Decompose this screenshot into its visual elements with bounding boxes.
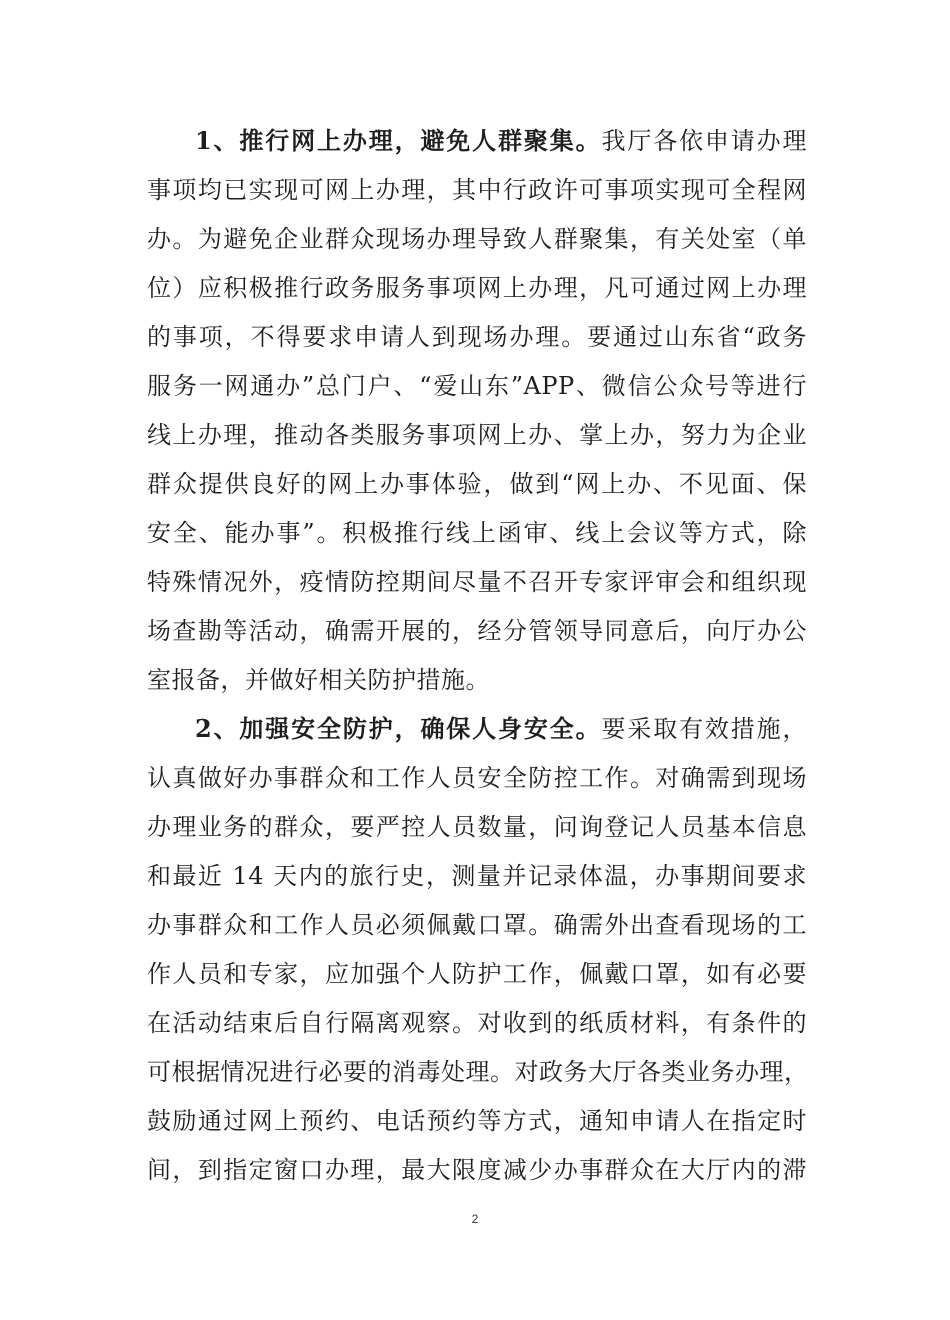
paragraph-1-first-line-text: 我厅各依申请办理: [601, 127, 808, 155]
paragraph-1-line: 线上办理，推动各类服务事项网上办、掌上办，努力为企业: [147, 421, 807, 449]
paragraph-2-line: 认真做好办事群众和工作人员安全防控工作。对确需到现场: [147, 764, 807, 792]
paragraph-2-line: 和最近 14 天内的旅行史，测量并记录体温，办事期间要求: [147, 862, 807, 890]
paragraph-2-line: 作人员和专家，应加强个人防护工作，佩戴口罩，如有必要: [147, 960, 807, 988]
paragraph-1-line: 位）应积极推行政务服务事项网上办理，凡可通过网上办理: [147, 274, 807, 302]
paragraph-2-line: 办理业务的群众，要严控人员数量，问询登记人员基本信息: [147, 813, 807, 841]
paragraph-2-line: 办事群众和工作人员必须佩戴口罩。确需外出查看现场的工: [147, 911, 807, 939]
paragraph-1-first-line: [195, 121, 807, 161]
page-number: 2: [471, 1212, 479, 1226]
paragraph-1-line: 事项均已实现可网上办理，其中行政许可事项实现可全程网: [147, 176, 807, 204]
paragraph-1-line: 特殊情况外，疫情防控期间尽量不召开专家评审会和组织现: [147, 568, 807, 596]
paragraph-2-line: 鼓励通过网上预约、电话预约等方式，通知申请人在指定时: [147, 1107, 807, 1135]
paragraph-1-line: 安全、能办事”。积极推行线上函审、线上会议等方式，除: [147, 519, 807, 547]
paragraph-2-first-line-text: 要采取有效措施，: [601, 715, 808, 743]
paragraph-1-line: 群众提供良好的网上办事体验，做到“网上办、不见面、保: [147, 470, 807, 498]
paragraph-2-first-line: [195, 709, 807, 749]
paragraph-2-line: 间，到指定窗口办理，最大限度减少办事群众在大厅内的滞: [147, 1156, 807, 1184]
paragraph-2-line: 可根据情况进行必要的消毒处理。对政务大厅各类业务办理，: [147, 1058, 809, 1086]
paragraph-1-heading: 1、推行网上办理，避免人群聚集。: [195, 126, 602, 155]
paragraph-1-line: 的事项，不得要求申请人到现场办理。要通过山东省“政务: [147, 323, 807, 351]
paragraph-1-line: 服务一网通办”总门户、“爱山东”APP、微信公众号等进行: [147, 372, 807, 400]
paragraph-1-line: 办。为避免企业群众现场办理导致人群聚集，有关处室（单: [147, 225, 807, 253]
paragraph-1-line: 场查勘等活动，确需开展的，经分管领导同意后，向厅办公: [147, 617, 807, 645]
paragraph-2-heading: 2、加强安全防护，确保人身安全。: [195, 714, 602, 743]
paragraph-2-line: 在活动结束后自行隔离观察。对收到的纸质材料，有条件的: [147, 1009, 807, 1037]
paragraph-1-line: 室报备，并做好相关防护措施。: [147, 666, 490, 694]
